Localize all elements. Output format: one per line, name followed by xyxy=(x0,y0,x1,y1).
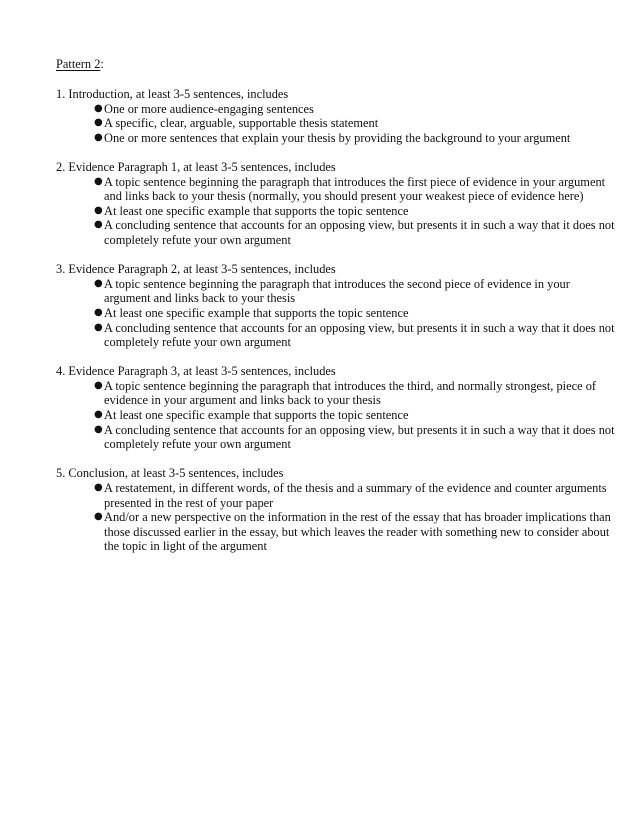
bullet-text: A concluding sentence that accounts for an opposing view, but presents it in such a way that it does not completely refute your own argument xyxy=(104,320,615,350)
outline-sections xyxy=(56,87,616,554)
bullet-dot-icon: ● xyxy=(94,321,103,333)
section-heading: 1. Introduction, at least 3-5 sentences, includes xyxy=(56,87,289,101)
bullet-list xyxy=(56,379,616,452)
bullet-dot-icon: ● xyxy=(94,131,103,143)
bullet-dot-icon: ● xyxy=(94,117,103,129)
bullet-text: A topic sentence beginning the paragraph that introduces the first piece of evidence in your argument and links back to your thesis (normally, you should present your weakest piece of evidence here) xyxy=(104,174,606,204)
bullet-dot-icon: ● xyxy=(94,482,103,494)
bullet-list xyxy=(56,481,616,554)
section-heading: 3. Evidence Paragraph 2, at least 3-5 sentences, includes xyxy=(56,262,336,277)
section-heading: 4. Evidence Paragraph 3, at least 3-5 sentences, includes xyxy=(56,364,336,379)
outline-section-2 xyxy=(56,160,616,248)
bullet-item xyxy=(92,131,616,146)
bullet-list xyxy=(56,277,616,350)
document-title-text: Pattern 2 xyxy=(56,57,101,71)
bullet-dot-icon: ● xyxy=(94,219,103,231)
bullet-item xyxy=(92,277,616,306)
bullet-text: And/or a new perspective on the information in the rest of the essay that has broader implications than those discussed earlier in the essay, but which leaves the reader with something new to consider about the topic in light of the argument xyxy=(104,510,611,554)
bullet-item xyxy=(92,204,616,219)
bullet-text: At least one specific example that supports the topic sentence xyxy=(104,305,409,320)
bullet-text: One or more audience-engaging sentences xyxy=(104,101,314,116)
outline-section-4 xyxy=(56,364,616,452)
bullet-text: A concluding sentence that accounts for an opposing view, but presents it in such a way that it does not completely refute your own argument xyxy=(104,218,615,247)
outline-section-3 xyxy=(56,262,616,350)
bullet-text: One or more sentences that explain your thesis by providing the background to your argument xyxy=(104,130,571,145)
bullet-dot-icon: ● xyxy=(94,409,103,421)
bullet-text: A topic sentence beginning the paragraph that introduces the third, and normally strongest, piece of evidence in your argument and links back to your thesis xyxy=(104,378,597,408)
bullet-dot-icon: ● xyxy=(94,423,103,435)
bullet-item xyxy=(92,408,616,423)
bullet-dot-icon: ● xyxy=(94,277,103,289)
bullet-list xyxy=(56,175,616,248)
bullet-item xyxy=(92,175,616,204)
bullet-text: A restatement, in different words, of the thesis and a summary of the evidence and counter arguments presented in the rest of your paper xyxy=(104,481,607,510)
bullet-list xyxy=(56,102,616,146)
section-heading: 5. Conclusion, at least 3-5 sentences, includes xyxy=(56,466,284,481)
bullet-item xyxy=(92,481,616,510)
section-heading: 2. Evidence Paragraph 1, at least 3-5 sentences, includes xyxy=(56,159,336,174)
bullet-item xyxy=(92,321,616,350)
bullet-dot-icon: ● xyxy=(94,204,103,216)
bullet-text: A specific, clear, arguable, supportable thesis statement xyxy=(104,116,379,131)
bullet-dot-icon: ● xyxy=(94,175,103,187)
document-title xyxy=(56,57,616,72)
outline-section-1 xyxy=(56,87,616,145)
bullet-item xyxy=(92,510,616,554)
bullet-text: At least one specific example that supports the topic sentence xyxy=(104,203,409,218)
bullet-dot-icon: ● xyxy=(94,379,103,391)
bullet-item xyxy=(92,102,616,117)
outline-section-5 xyxy=(56,466,616,554)
document-page xyxy=(56,57,616,569)
bullet-item xyxy=(92,423,616,452)
bullet-item xyxy=(92,379,616,408)
bullet-dot-icon: ● xyxy=(94,102,103,114)
bullet-dot-icon: ● xyxy=(94,306,103,318)
bullet-dot-icon: ● xyxy=(94,511,103,523)
bullet-item xyxy=(92,218,616,247)
bullet-item xyxy=(92,116,616,131)
bullet-item xyxy=(92,306,616,321)
bullet-text: A topic sentence beginning the paragraph that introduces the second piece of evidence in your argument and links back to your thesis xyxy=(104,276,570,306)
bullet-text: At least one specific example that supports the topic sentence xyxy=(104,408,409,423)
document-title-colon: : xyxy=(100,57,104,71)
bullet-text: A concluding sentence that accounts for an opposing view, but presents it in such a way that it does not completely refute your own argument xyxy=(104,422,615,452)
